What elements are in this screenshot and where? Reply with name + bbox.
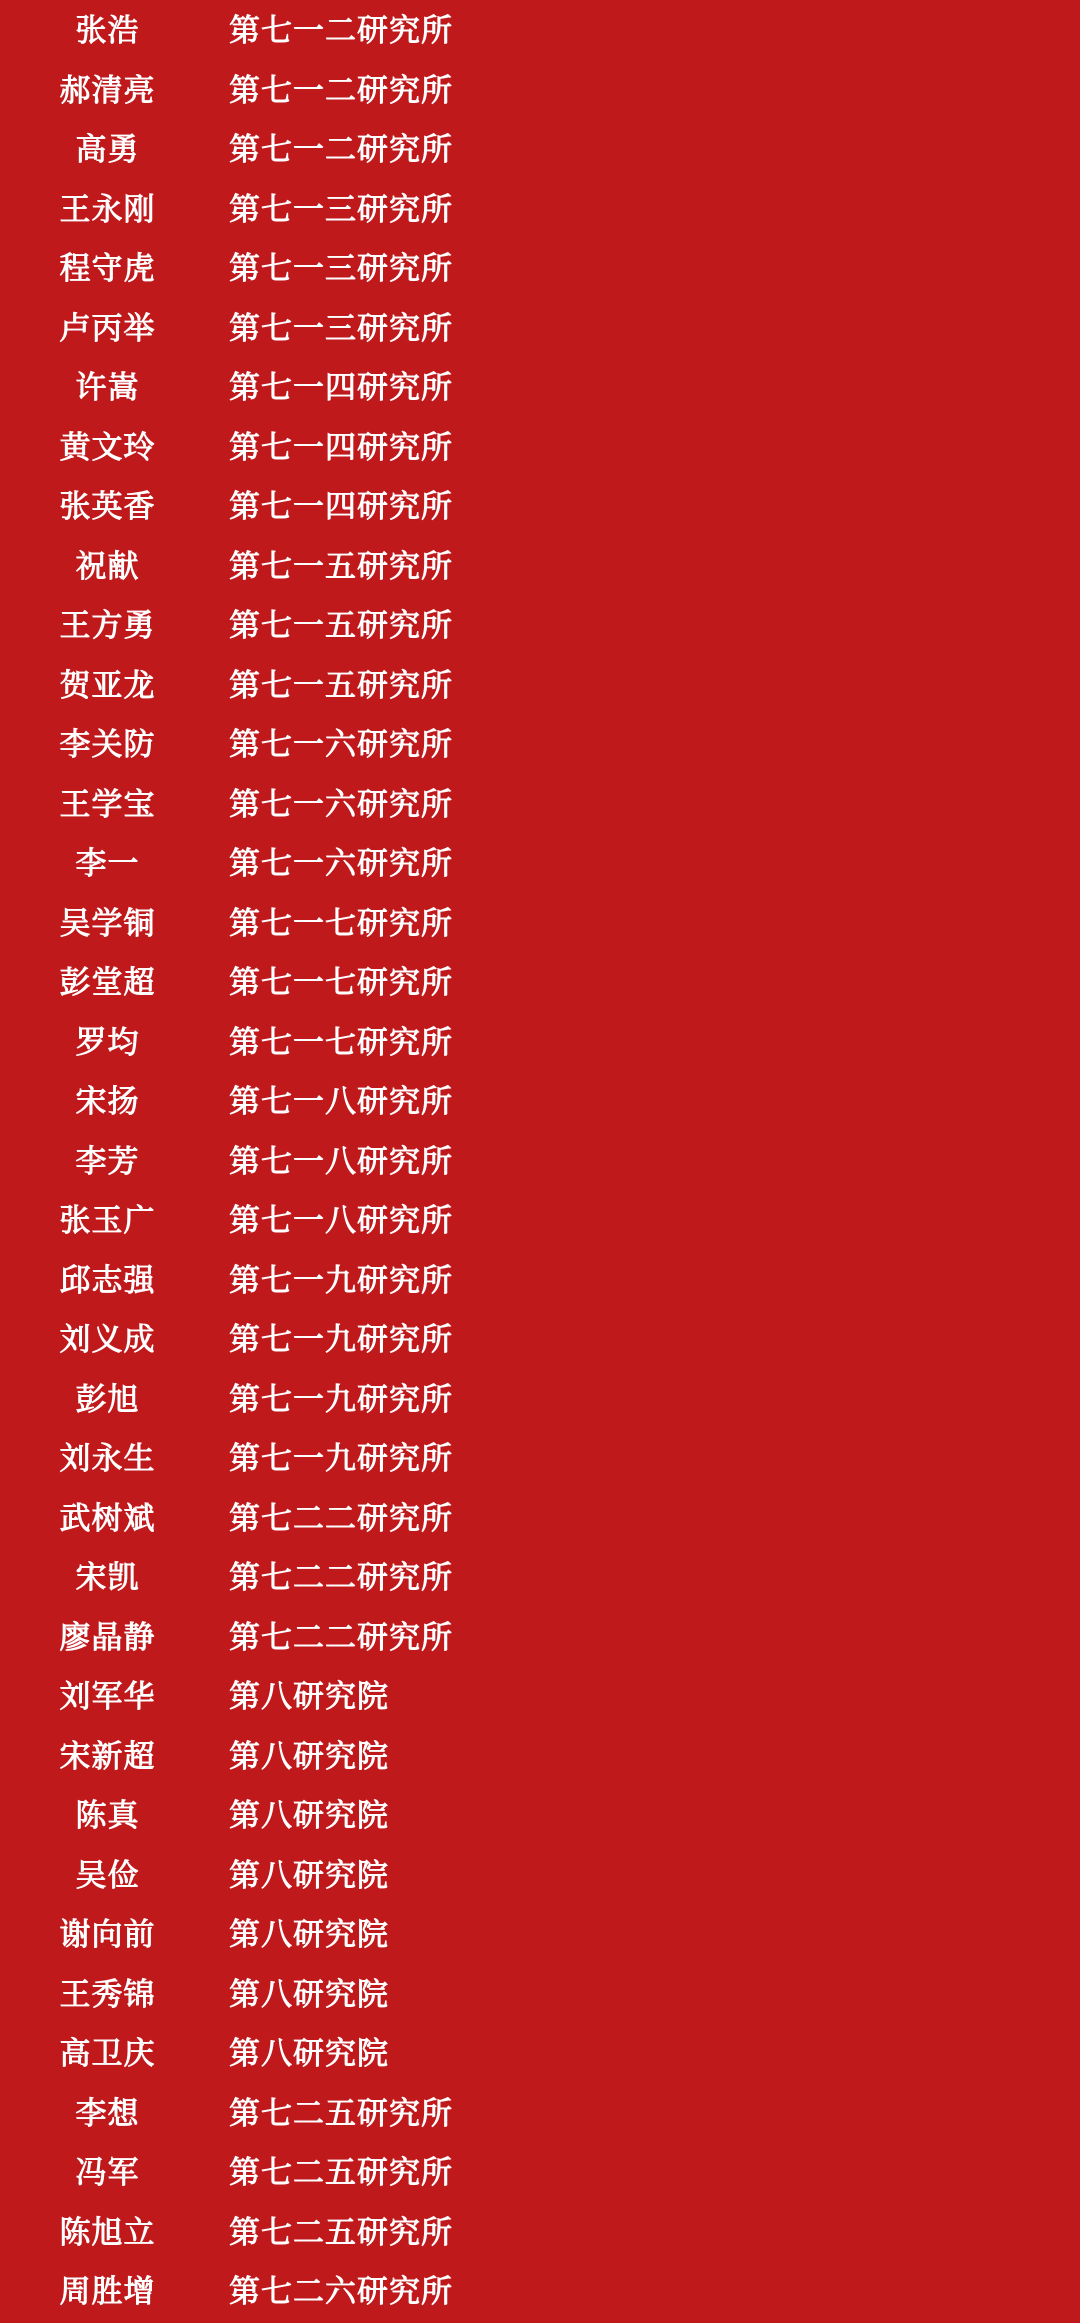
table-row xyxy=(0,895,1080,955)
person-organization: 第七一二研究所 xyxy=(229,132,453,169)
table-row xyxy=(0,1906,1080,1966)
table-row xyxy=(0,1252,1080,1312)
table-row xyxy=(0,359,1080,419)
table-row xyxy=(0,1847,1080,1907)
person-name: 王方勇 xyxy=(59,608,156,645)
table-row xyxy=(0,1073,1080,1133)
person-organization: 第七一九研究所 xyxy=(229,1322,453,1359)
table-row xyxy=(0,776,1080,836)
person-name: 廖晶静 xyxy=(59,1619,156,1656)
person-name: 贺亚龙 xyxy=(59,667,156,704)
person-organization: 第七一八研究所 xyxy=(229,1203,453,1240)
person-name: 卢丙举 xyxy=(59,310,156,347)
person-name: 宋新超 xyxy=(59,1738,156,1775)
person-organization: 第七一二研究所 xyxy=(229,13,453,50)
person-name: 张玉广 xyxy=(59,1203,156,1240)
person-name: 刘义成 xyxy=(59,1322,156,1359)
person-organization: 第七一六研究所 xyxy=(229,786,453,823)
person-organization: 第七二六研究所 xyxy=(229,2274,453,2311)
table-row xyxy=(0,1430,1080,1490)
person-name: 李一 xyxy=(75,846,140,883)
person-name: 张浩 xyxy=(75,13,140,50)
person-organization: 第七一六研究所 xyxy=(229,846,453,883)
person-name: 高卫庆 xyxy=(59,2036,156,2073)
table-row xyxy=(0,1192,1080,1252)
person-organization: 第七二五研究所 xyxy=(229,2214,453,2251)
person-organization: 第七一九研究所 xyxy=(229,1381,453,1418)
person-name: 陈旭立 xyxy=(59,2214,156,2251)
person-organization: 第八研究院 xyxy=(229,1798,389,1835)
table-row xyxy=(0,716,1080,776)
table-row xyxy=(0,181,1080,241)
person-organization: 第七一四研究所 xyxy=(229,370,453,407)
person-organization: 第七一七研究所 xyxy=(229,965,453,1002)
person-organization: 第七二二研究所 xyxy=(229,1619,453,1656)
person-name: 张英香 xyxy=(59,489,156,526)
table-row xyxy=(0,2085,1080,2145)
table-row xyxy=(0,478,1080,538)
table-row xyxy=(0,1014,1080,1074)
person-organization: 第七一九研究所 xyxy=(229,1262,453,1299)
person-name: 宋凯 xyxy=(75,1560,140,1597)
person-organization: 第七一八研究所 xyxy=(229,1143,453,1180)
person-name: 李关防 xyxy=(59,727,156,764)
table-row xyxy=(0,597,1080,657)
person-name: 冯军 xyxy=(75,2155,140,2192)
person-organization: 第八研究院 xyxy=(229,1857,389,1894)
person-organization: 第七二五研究所 xyxy=(229,2095,453,2132)
table-row xyxy=(0,300,1080,360)
table-row xyxy=(0,1549,1080,1609)
table-row xyxy=(0,1728,1080,1788)
person-name: 周胜增 xyxy=(59,2274,156,2311)
person-organization: 第七二二研究所 xyxy=(229,1500,453,1537)
table-row xyxy=(0,1668,1080,1728)
table-row xyxy=(0,1787,1080,1847)
person-organization: 第七一九研究所 xyxy=(229,1441,453,1478)
person-name: 李芳 xyxy=(75,1143,140,1180)
person-name: 郝清亮 xyxy=(59,72,156,109)
person-organization: 第八研究院 xyxy=(229,1679,389,1716)
roster-list xyxy=(0,2,1080,2323)
person-organization: 第七一三研究所 xyxy=(229,191,453,228)
table-row xyxy=(0,1133,1080,1193)
person-name: 罗均 xyxy=(75,1024,140,1061)
person-name: 宋扬 xyxy=(75,1084,140,1121)
table-row xyxy=(0,1490,1080,1550)
person-name: 刘永生 xyxy=(59,1441,156,1478)
person-organization: 第七一八研究所 xyxy=(229,1084,453,1121)
person-name: 彭旭 xyxy=(75,1381,140,1418)
table-row xyxy=(0,419,1080,479)
table-row xyxy=(0,835,1080,895)
person-name: 吴学铜 xyxy=(59,905,156,942)
person-name: 谢向前 xyxy=(59,1917,156,1954)
table-row xyxy=(0,2025,1080,2085)
person-name: 吴俭 xyxy=(75,1857,140,1894)
person-name: 刘军华 xyxy=(59,1679,156,1716)
person-name: 高勇 xyxy=(75,132,140,169)
table-row xyxy=(0,2263,1080,2323)
person-name: 李想 xyxy=(75,2095,140,2132)
person-organization: 第八研究院 xyxy=(229,2036,389,2073)
person-organization: 第七一四研究所 xyxy=(229,489,453,526)
table-row xyxy=(0,1609,1080,1669)
person-name: 武树斌 xyxy=(59,1500,156,1537)
table-row xyxy=(0,121,1080,181)
person-organization: 第七二五研究所 xyxy=(229,2155,453,2192)
person-organization: 第七一二研究所 xyxy=(229,72,453,109)
table-row xyxy=(0,954,1080,1014)
person-organization: 第七一五研究所 xyxy=(229,667,453,704)
person-organization: 第七一七研究所 xyxy=(229,905,453,942)
person-name: 祝献 xyxy=(75,548,140,585)
table-row xyxy=(0,538,1080,598)
person-name: 程守虎 xyxy=(59,251,156,288)
table-row xyxy=(0,62,1080,122)
table-row xyxy=(0,1966,1080,2026)
table-row xyxy=(0,2,1080,62)
person-organization: 第七一五研究所 xyxy=(229,608,453,645)
table-row xyxy=(0,2144,1080,2204)
person-name: 王学宝 xyxy=(59,786,156,823)
person-organization: 第七一三研究所 xyxy=(229,251,453,288)
person-name: 黄文玲 xyxy=(59,429,156,466)
person-organization: 第八研究院 xyxy=(229,1976,389,2013)
person-name: 彭堂超 xyxy=(59,965,156,1002)
person-organization: 第七一四研究所 xyxy=(229,429,453,466)
person-name: 邱志强 xyxy=(59,1262,156,1299)
person-organization: 第八研究院 xyxy=(229,1738,389,1775)
person-name: 许嵩 xyxy=(75,370,140,407)
person-name: 陈真 xyxy=(75,1798,140,1835)
person-organization: 第七一七研究所 xyxy=(229,1024,453,1061)
person-organization: 第八研究院 xyxy=(229,1917,389,1954)
person-organization: 第七一三研究所 xyxy=(229,310,453,347)
person-organization: 第七一五研究所 xyxy=(229,548,453,585)
table-row xyxy=(0,2204,1080,2264)
person-organization: 第七一六研究所 xyxy=(229,727,453,764)
person-name: 王永刚 xyxy=(59,191,156,228)
person-name: 王秀锦 xyxy=(59,1976,156,2013)
table-row xyxy=(0,240,1080,300)
table-row xyxy=(0,1311,1080,1371)
table-row xyxy=(0,1371,1080,1431)
person-organization: 第七二二研究所 xyxy=(229,1560,453,1597)
table-row xyxy=(0,657,1080,717)
